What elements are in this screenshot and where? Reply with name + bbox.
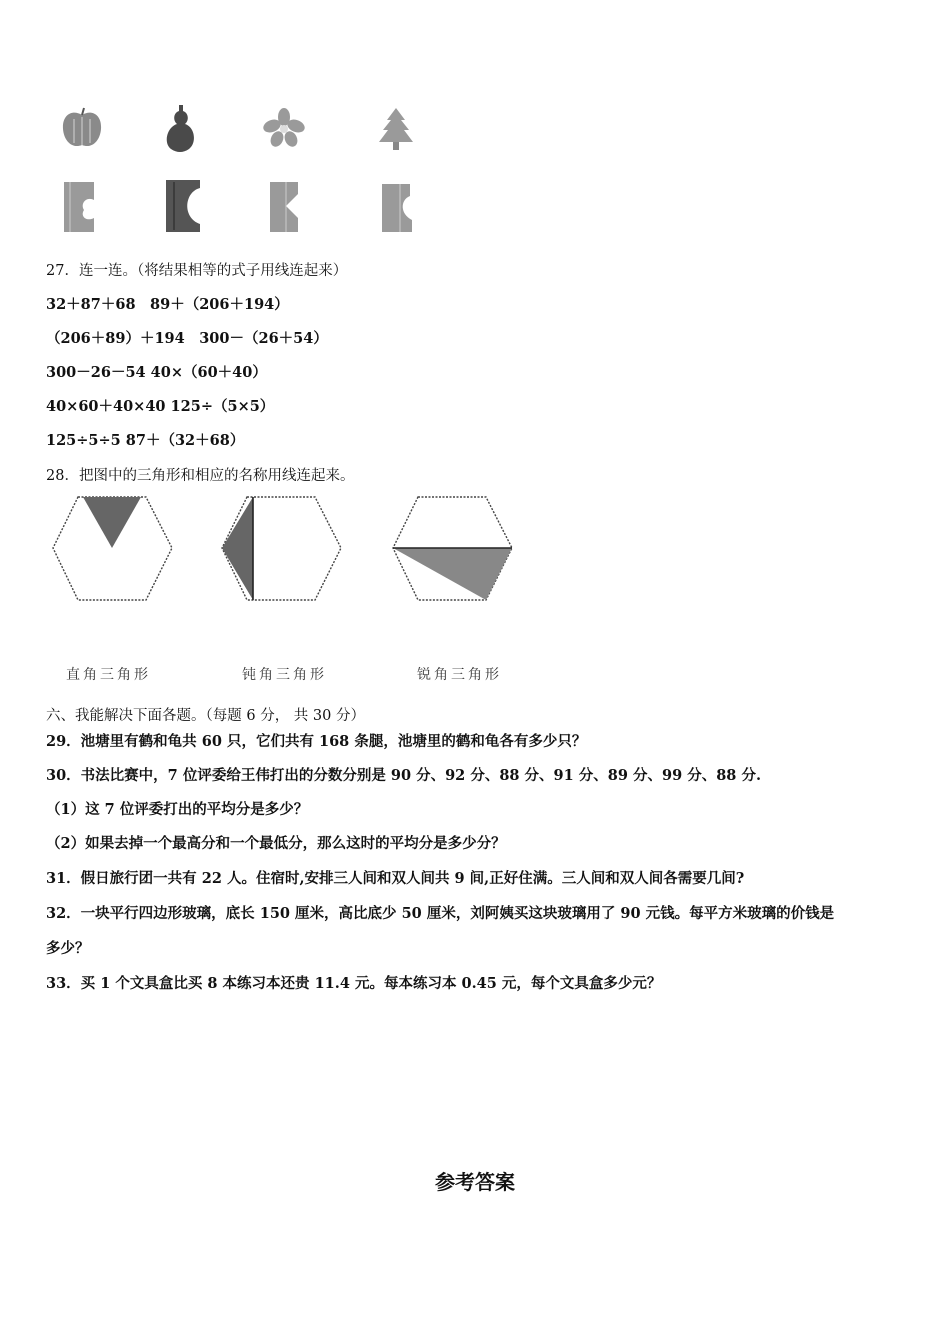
paper-cut-2 bbox=[162, 178, 204, 234]
paper-cut-3 bbox=[266, 180, 304, 234]
answer-title: 参考答案 bbox=[435, 1170, 515, 1194]
flower-shape bbox=[262, 108, 306, 148]
label-obtuse-triangle: 钝角三角形 bbox=[242, 667, 327, 683]
hexagon-with-obtuse-triangle bbox=[390, 494, 514, 604]
q30-text: 30．书法比赛中，7 位评委给王伟打出的分数分别是 90 分、92 分、88 分、91 分、89 分、99 分、88 分. bbox=[46, 767, 761, 784]
paper-cut-1 bbox=[60, 180, 102, 234]
q32-line1: 32．一块平行四边形玻璃，底长 150 厘米，高比底少 50 厘米，刘阿姨买这块玻璃用了 90 元钱。每平方米玻璃的价钱是 bbox=[46, 905, 835, 922]
paper-cut-4 bbox=[378, 182, 418, 234]
q31: 31．假日旅行团一共有 22 人。住宿时,安排三人间和双人间共 9 间,正好住满。三人间和双人间各需要几间? bbox=[46, 870, 745, 887]
q30-sub1: （1）这 7 位评委打出的平均分是多少？ bbox=[46, 801, 309, 818]
q29: 29．池塘里有鹤和龟共 60 只，它们共有 168 条腿，池塘里的鹤和龟各有多少只？ bbox=[46, 733, 587, 750]
q27-row-2: （206＋89）＋194 300－（26＋54） bbox=[46, 330, 328, 347]
q27-title: 27．连一连。（将结果相等的式子用线连起来） bbox=[46, 263, 348, 279]
q27-row-1: 32＋87＋68 89＋（206＋194） bbox=[46, 296, 289, 313]
hexagon-with-acute-triangle bbox=[50, 494, 174, 604]
q28-title: 28．把图中的三角形和相应的名称用线连起来。 bbox=[46, 468, 355, 484]
q33: 33．买 1 个文具盒比买 8 本练习本还贵 11.4 元。每本练习本 0.45 元，每个文具盒多少元？ bbox=[46, 975, 662, 992]
section6-title: 六、我能解决下面各题。（每题 6 分， 共 30 分） bbox=[46, 708, 365, 724]
q27-row-4: 40×60＋40×40 125÷（5×5） bbox=[46, 398, 275, 415]
q32-line2: 多少？ bbox=[46, 940, 90, 957]
label-right-triangle: 直角三角形 bbox=[66, 667, 151, 683]
hexagon-with-right-triangle bbox=[219, 494, 343, 604]
q27-row-5: 125÷5÷5 87＋（32＋68） bbox=[46, 432, 245, 449]
q30-sub2: （2）如果去掉一个最高分和一个最低分，那么这时的平均分是多少分？ bbox=[46, 835, 506, 852]
gourd-shape bbox=[163, 103, 199, 153]
tree-shape bbox=[375, 106, 417, 152]
apple-shape bbox=[58, 105, 106, 151]
q27-row-3: 300－26－54 40×（60＋40） bbox=[46, 364, 267, 381]
label-acute-triangle: 锐角三角形 bbox=[417, 667, 502, 683]
